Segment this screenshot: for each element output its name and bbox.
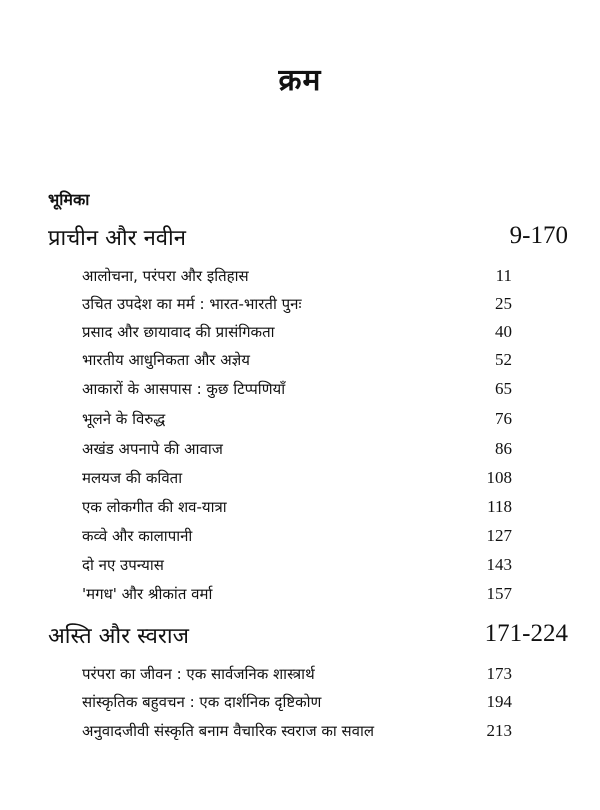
entry-page: 25 <box>495 294 512 313</box>
page-title: क्रम <box>278 63 322 98</box>
entry-page: 76 <box>495 409 512 428</box>
toc-entry <box>82 322 512 348</box>
entry-title: सांस्कृतिक बहुवचन : एक दार्शनिक दृष्टिकोण <box>82 693 322 711</box>
section-heading <box>48 222 568 254</box>
entry-title: आकारों के आसपास : कुछ टिप्पणियाँ <box>82 380 286 398</box>
entry-page: 173 <box>486 664 512 683</box>
toc-entry <box>82 266 512 292</box>
toc-entry <box>82 526 512 552</box>
entry-page: 86 <box>495 439 512 458</box>
entry-title: उचित उपदेश का मर्म : भारत-भारती पुनः <box>82 295 302 313</box>
section-title: प्राचीन और नवीन <box>48 226 186 251</box>
section-title: अस्ति और स्वराज <box>48 624 189 649</box>
entry-title: परंपरा का जीवन : एक सार्वजनिक शास्त्रार्थ <box>82 665 315 683</box>
toc-entry <box>82 497 512 523</box>
toc-entry <box>82 379 512 405</box>
entry-page: 52 <box>495 350 512 369</box>
section-page-range: 171-224 <box>484 620 568 647</box>
entry-page: 127 <box>486 526 512 545</box>
entry-title: 'मगध' और श्रीकांत वर्मा <box>82 585 213 603</box>
toc-entry <box>82 350 512 376</box>
toc-entry <box>82 439 512 465</box>
entry-page: 118 <box>487 497 512 516</box>
toc-entry <box>82 294 512 320</box>
entry-page: 108 <box>486 468 512 487</box>
toc-entry <box>82 468 512 494</box>
entry-title: अनुवादजीवी संस्कृति बनाम वैचारिक स्वराज का सवाल <box>82 722 375 740</box>
toc-entry <box>82 721 512 747</box>
entry-title: भारतीय आधुनिकता और अज्ञेय <box>82 351 250 369</box>
entry-page: 11 <box>495 266 512 285</box>
toc-entry <box>82 584 512 610</box>
toc-entry <box>82 409 512 435</box>
entry-page: 213 <box>486 721 512 740</box>
entry-page: 194 <box>486 692 512 711</box>
toc-entry <box>82 692 512 718</box>
intro-heading: भूमिका <box>48 190 90 209</box>
entry-title: भूलने के विरुद्ध <box>82 410 166 428</box>
entry-title: अखंड अपनापे की आवाज <box>82 440 223 458</box>
toc-entry <box>82 664 512 690</box>
entry-page: 157 <box>486 584 512 603</box>
entry-title: आलोचना, परंपरा और इतिहास <box>82 267 249 285</box>
entry-page: 40 <box>495 322 512 341</box>
entry-page: 143 <box>486 555 512 574</box>
section-heading <box>48 620 568 652</box>
entry-title: मलयज की कविता <box>82 469 183 487</box>
toc-entry <box>82 555 512 581</box>
entry-title: प्रसाद और छायावाद की प्रासंगिकता <box>82 323 275 341</box>
entry-title: एक लोकगीत की शव-यात्रा <box>82 498 227 516</box>
entry-title: कव्वे और कालापानी <box>82 527 193 545</box>
entry-page: 65 <box>495 379 512 398</box>
section-page-range: 9-170 <box>509 222 568 249</box>
entry-title: दो नए उपन्यास <box>82 556 164 574</box>
